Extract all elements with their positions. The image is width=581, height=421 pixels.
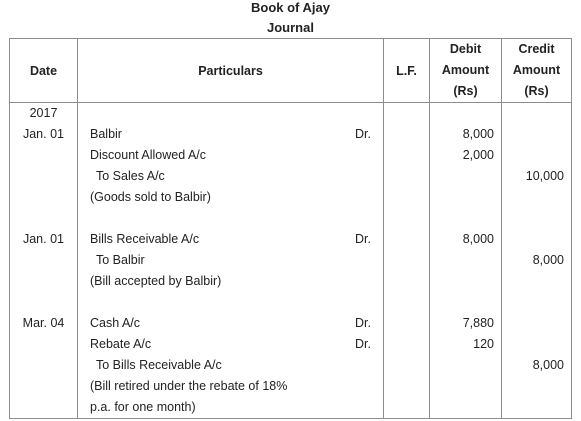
entry-line [78,229,383,250]
page-title: Book of Ajay [251,0,330,15]
narration: (Goods sold to Balbir) [90,190,211,204]
account-name: Bills Receivable A/c [90,232,200,246]
particulars-column [78,103,384,419]
account-name: Balbir [90,127,122,141]
dr-marker: Dr. [355,232,371,246]
column-header-lf: L.F. [384,39,430,103]
entry-date: Jan. 01 [22,127,64,141]
lf-column [384,103,430,419]
account-name: To Bills Receivable A/c [96,358,222,372]
narration: p.a. for one month) [90,400,196,414]
account-name: To Sales A/c [96,169,165,183]
entry-line [78,355,383,376]
date-column [10,103,78,419]
year-label: 2017 [29,106,58,120]
debit-header-line: Debit [449,42,482,56]
column-header-date: Date [10,39,78,103]
credit-amount: 8,000 [532,358,564,372]
account-name: Rebate A/c [90,337,152,351]
entry-line [78,124,383,145]
credit-amount: 8,000 [532,253,564,267]
debit-header-line: Amount [441,63,490,77]
account-name: Cash A/c [90,316,141,330]
credit-column [502,103,572,419]
debit-amount: 120 [473,337,494,351]
entry-line [78,313,383,334]
account-name: Discount Allowed A/c [90,148,207,162]
debit-amount: 7,880 [462,316,494,330]
entry-line [78,334,383,355]
narration: (Bill retired under the rebate of 18% [90,379,288,393]
journal-body-row [10,103,572,419]
entry-date: Jan. 01 [22,232,64,246]
account-name: To Balbir [96,253,145,267]
debit-column [430,103,502,419]
debit-amount: 8,000 [462,232,494,246]
dr-marker: Dr. [355,337,371,351]
credit-amount: 10,000 [525,169,564,183]
debit-amount: 8,000 [462,127,494,141]
debit-amount: 2,000 [462,148,494,162]
credit-header-line: (Rs) [524,84,549,98]
entry-date: Mar. 04 [22,316,65,330]
narration: (Bill accepted by Balbir) [90,274,222,288]
credit-header-line: Amount [512,63,561,77]
column-header-credit [502,39,572,103]
entry-line [78,166,383,187]
page-subtitle: Journal [267,20,314,35]
journal-table [9,38,572,419]
column-header-debit [430,39,502,103]
column-header-particulars: Particulars [78,39,384,103]
entry-line [78,250,383,271]
entry-line [78,145,383,166]
journal-header-row [10,39,572,103]
dr-marker: Dr. [355,127,371,141]
credit-header-line: Credit [518,42,555,56]
debit-header-line: (Rs) [453,84,478,98]
dr-marker: Dr. [355,316,371,330]
